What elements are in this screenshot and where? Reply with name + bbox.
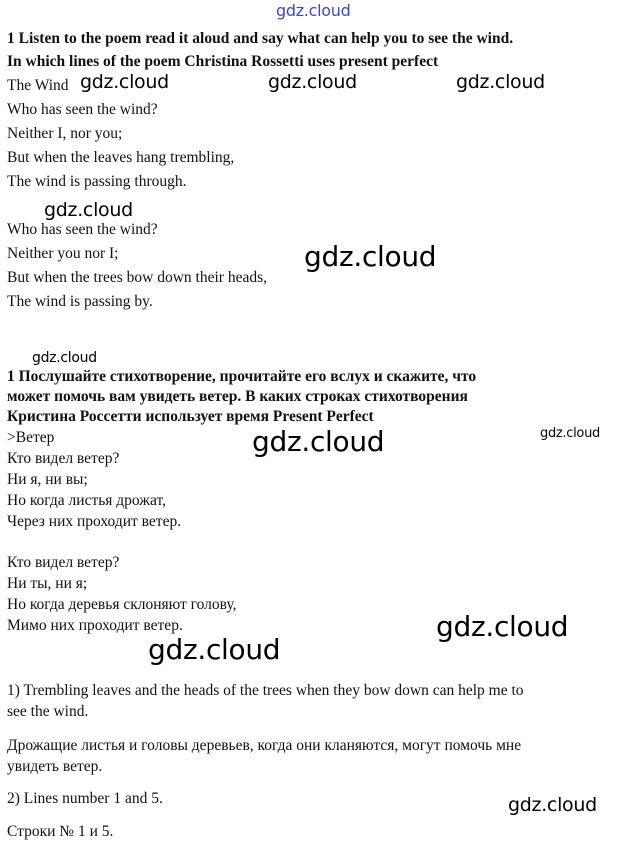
poem-ru-s1-l1: Кто видел ветер? bbox=[7, 450, 120, 467]
poem-en-s1-l4: The wind is passing through. bbox=[7, 173, 187, 190]
answer1-en-line2: see the wind. bbox=[7, 703, 89, 720]
watermark: gdz.cloud bbox=[304, 240, 437, 273]
answer2-en: 2) Lines number 1 and 5. bbox=[7, 790, 163, 807]
poem-ru-s2-l1: Кто видел ветер? bbox=[7, 554, 120, 571]
task-heading-en-line2: In which lines of the poem Christina Rossetti uses present perfect bbox=[7, 53, 439, 70]
task-heading-en-line1: 1 Listen to the poem read it aloud and say what can help you to see the wind. bbox=[7, 30, 514, 47]
task-heading-ru-line1: 1 Послушайте стихотворение, прочитайте его вслух и скажите, что bbox=[7, 368, 477, 385]
poem-ru-s1-l2: Ни я, ни вы; bbox=[7, 471, 88, 488]
watermark-top: gdz.cloud bbox=[276, 1, 351, 20]
poem-en-s1-l2: Neither I, nor you; bbox=[7, 125, 123, 142]
watermark: gdz.cloud bbox=[80, 71, 169, 93]
poem-ru-s2-l2: Ни ты, ни я; bbox=[7, 575, 88, 592]
watermark: gdz.cloud bbox=[540, 426, 600, 441]
answer2-ru: Строки № 1 и 5. bbox=[7, 823, 114, 840]
watermark: gdz.cloud bbox=[268, 71, 357, 93]
poem-title-en: The Wind bbox=[7, 77, 69, 94]
poem-en-s2-l2: Neither you nor I; bbox=[7, 245, 119, 262]
poem-en-s2-l4: The wind is passing by. bbox=[7, 293, 153, 310]
poem-ru-s1-l4: Через них проходит ветер. bbox=[7, 513, 182, 530]
answer1-en-line1: 1) Trembling leaves and the heads of the trees when they bow down can help me to bbox=[7, 682, 524, 699]
watermark: gdz.cloud bbox=[436, 610, 569, 643]
poem-ru-s2-l4: Мимо них проходит ветер. bbox=[7, 617, 183, 634]
watermark: gdz.cloud bbox=[44, 199, 133, 221]
poem-en-s1-l3: But when the leaves hang trembling, bbox=[7, 149, 235, 166]
answer1-ru-line2: увидеть ветер. bbox=[7, 758, 103, 775]
watermark: gdz.cloud bbox=[148, 633, 281, 666]
task-heading-ru-line3: Кристина Россетти использует время Present Perfect bbox=[7, 408, 374, 425]
answer1-ru-line1: Дрожащие листья и головы деревьев, когда они кланяются, могут помочь мне bbox=[7, 737, 522, 754]
watermark: gdz.cloud bbox=[252, 425, 385, 458]
watermark: gdz.cloud bbox=[508, 794, 597, 816]
poem-en-s2-l3: But when the trees bow down their heads, bbox=[7, 269, 267, 286]
watermark: gdz.cloud bbox=[456, 71, 545, 93]
watermark: gdz.cloud bbox=[32, 350, 97, 366]
poem-en-s2-l1: Who has seen the wind? bbox=[7, 221, 158, 238]
task-heading-ru-line2: может помочь вам увидеть ветер. В каких строках стихотворения bbox=[7, 388, 468, 405]
poem-ru-s2-l3: Но когда деревья склоняют голову, bbox=[7, 596, 237, 613]
poem-ru-s1-l3: Но когда листья дрожат, bbox=[7, 492, 166, 509]
poem-title-ru: >Ветер bbox=[7, 429, 55, 446]
poem-en-s1-l1: Who has seen the wind? bbox=[7, 101, 158, 118]
